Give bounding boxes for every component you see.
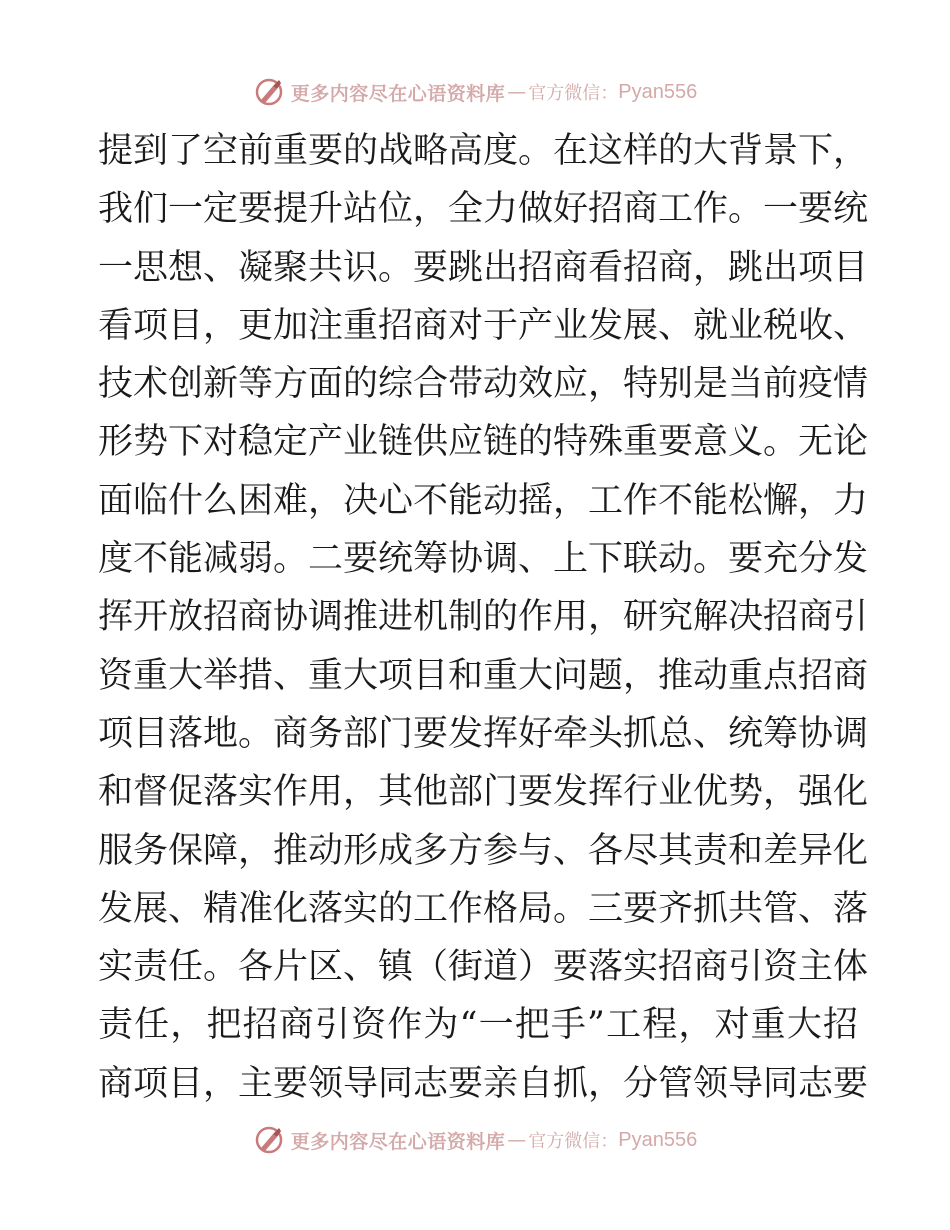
text-line: 和督促落实作用，其他部门要发挥行业优势，强化 [98,772,869,813]
watermark-text: 更多内容尽在心语资料库 [290,82,506,105]
text-line: 服务保障，推动形成多方参与、各尽其责和差异化 [98,830,869,871]
watermark-text: 更多内容尽在心语资料库 [290,1130,506,1153]
watermark-id: Pyan556 [618,80,698,103]
text-line: 我们一定要提升站位，全力做好招商工作。一要统 [98,189,869,230]
text-line: 挥开放招商协调推进机制的作用，研究解决招商引 [98,597,869,638]
text-line: 提到了空前重要的战略高度。在这样的大背景下， [98,131,869,171]
pen-logo-icon [253,76,285,108]
text-line: 发展、精准化落实的工作格局。三要齐抓共管、落 [98,888,869,929]
text-line: 责任，把招商引资作为“一把手”工程，对重大招 [98,1005,858,1046]
pen-logo-icon [253,1124,285,1156]
document-body [98,122,869,1113]
watermark-header [0,72,950,112]
watermark-label: 官方微信： [528,83,619,104]
watermark-dash: — [507,81,527,103]
text-line: 度不能减弱。二要统筹协调、上下联动。要充分发 [98,539,869,580]
text-line: 技术创新等方面的综合带动效应，特别是当前疫情 [98,364,869,405]
watermark-footer [0,1120,950,1160]
text-line: 看项目，更加注重招商对于产业发展、就业税收、 [98,305,869,346]
watermark-dash: — [507,1129,527,1151]
watermark-label: 官方微信： [528,1131,619,1152]
watermark-id: Pyan556 [618,1128,698,1151]
text-line: 实责任。各片区、镇（街道）要落实招商引资主体 [98,947,869,988]
text-line: 项目落地。商务部门要发挥好牵头抓总、统筹协调 [98,713,869,754]
text-line: 面临什么困难，决心不能动摇，工作不能松懈，力 [98,480,869,521]
text-line: 商项目，主要领导同志要亲自抓，分管领导同志要 [98,1063,869,1104]
text-line: 一思想、凝聚共识。要跳出招商看招商，跳出项目 [98,247,869,288]
text-line: 形势下对稳定产业链供应链的特殊重要意义。无论 [98,422,869,463]
text-line: 资重大举措、重大项目和重大问题，推动重点招商 [98,655,869,696]
